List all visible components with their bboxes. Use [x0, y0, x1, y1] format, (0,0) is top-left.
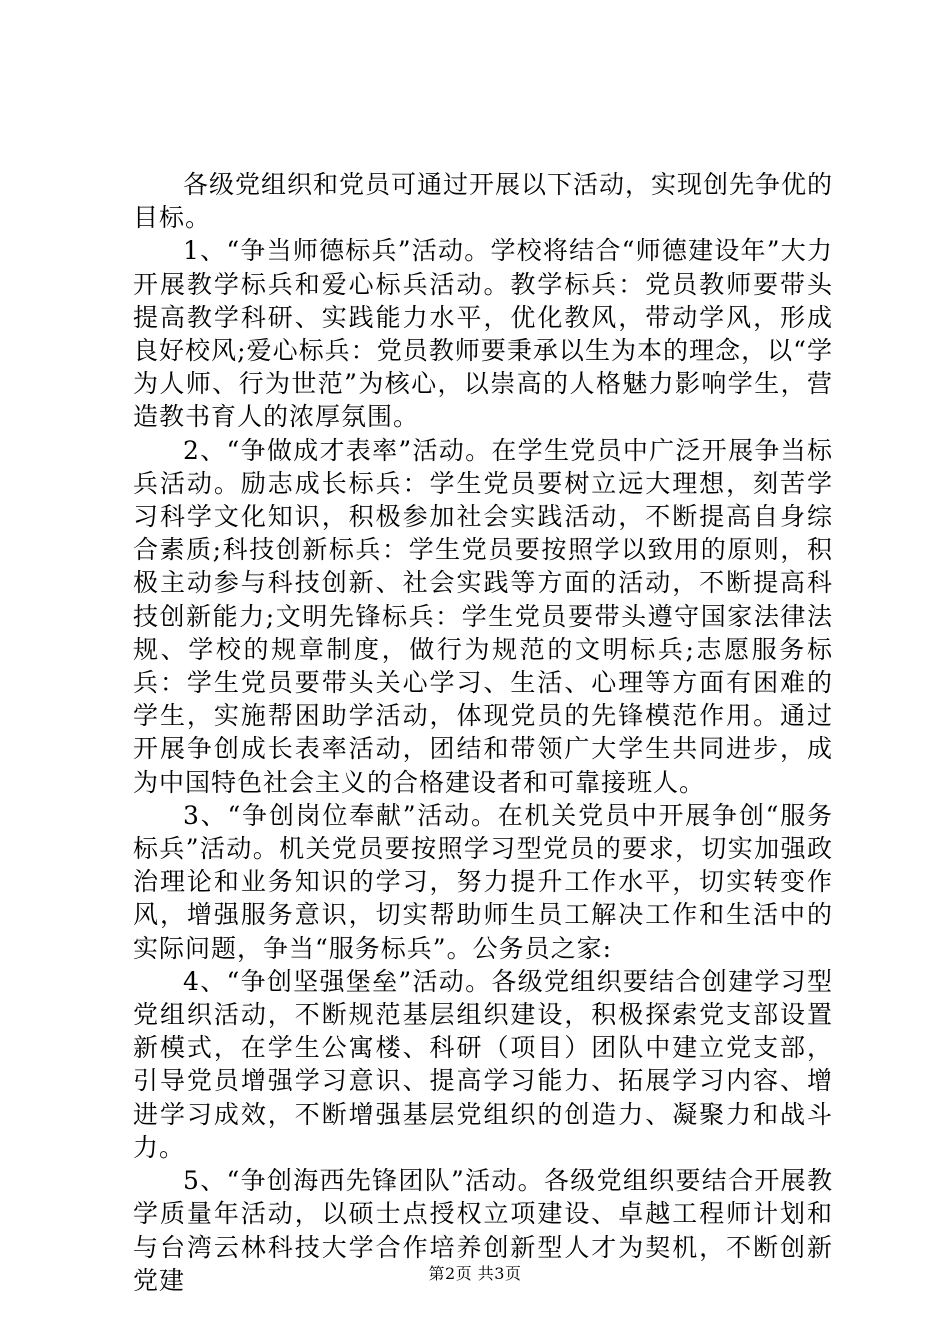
page-footer: 第2页 共3页: [428, 1264, 522, 1283]
paragraph-item-2: 2、“争做成才表率”活动。在学生党员中广泛开展争当标兵活动。励志成长标兵：学生党员要树立远大理想，刻苦学习科学文化知识，积极参加社会实践活动，不断提高自身综合素质;科技创新标兵：学生党员要按照学以致用的原则，积极主动参与科技创新、社会实践等方面的活动，不断提高科技创新能力;文明先锋标兵：学生党员要带头遵守国家法律法规、学校的规章制度，做行为规范的文明标兵;志愿服务标兵：学生党员要带头关心学习、生活、心理等方面有困难的学生，实施帮困助学活动，体现党员的先锋模范作用。通过开展争创成长表率活动，团结和带领广大学生共同进步，成为中国特色社会主义的合格建设者和可靠接班人。: [133, 435, 833, 797]
paragraph-intro: 各级党组织和党员可通过开展以下活动，实现创先争优的目标。: [133, 170, 834, 233]
paragraph-item-3: 3、“争创岗位奉献”活动。在机关党员中开展争创“服务标兵”活动。机关党员要按照学习型党员的要求，切实加强政治理论和业务知识的学习，努力提升工作水平，切实转变作风，增强服务意识，切实帮助师生员工解决工作和生活中的实际问题，争当“服务标兵”。公务员之家:: [133, 800, 833, 963]
paragraph-item-4: 4、“争创坚强堡垒”活动。各级党组织要结合创建学习型党组织活动，不断规范基层组织建设，积极探索党支部设置新模式，在学生公寓楼、科研（项目）团队中建立党支部，引导党员增强学习意识、提高学习能力、拓展学习内容、增进学习成效，不断增强基层党组织的创造力、凝聚力和战斗力。: [133, 966, 833, 1162]
paragraph-item-5: 5、“争创海西先锋团队”活动。各级党组织要结合开展教学质量年活动，以硕士点授权立项建设、卓越工程师计划和与台湾云林科技大学合作培养创新型人才为契机，不断创新党建: [133, 1166, 833, 1295]
paragraph-item-1: 1、“争当师德标兵”活动。学校将结合“师德建设年”大力开展教学标兵和爱心标兵活动。教学标兵：党员教师要带头提高教学科研、实践能力水平，优化教风，带动学风，形成良好校风;爱心标兵：党员教师要秉承以生为本的理念，以“学为人师、行为世范”为核心，以崇高的人格魅力影响学生，营造教书育人的浓厚氛围。: [133, 236, 833, 432]
document-body: [133, 168, 833, 1297]
